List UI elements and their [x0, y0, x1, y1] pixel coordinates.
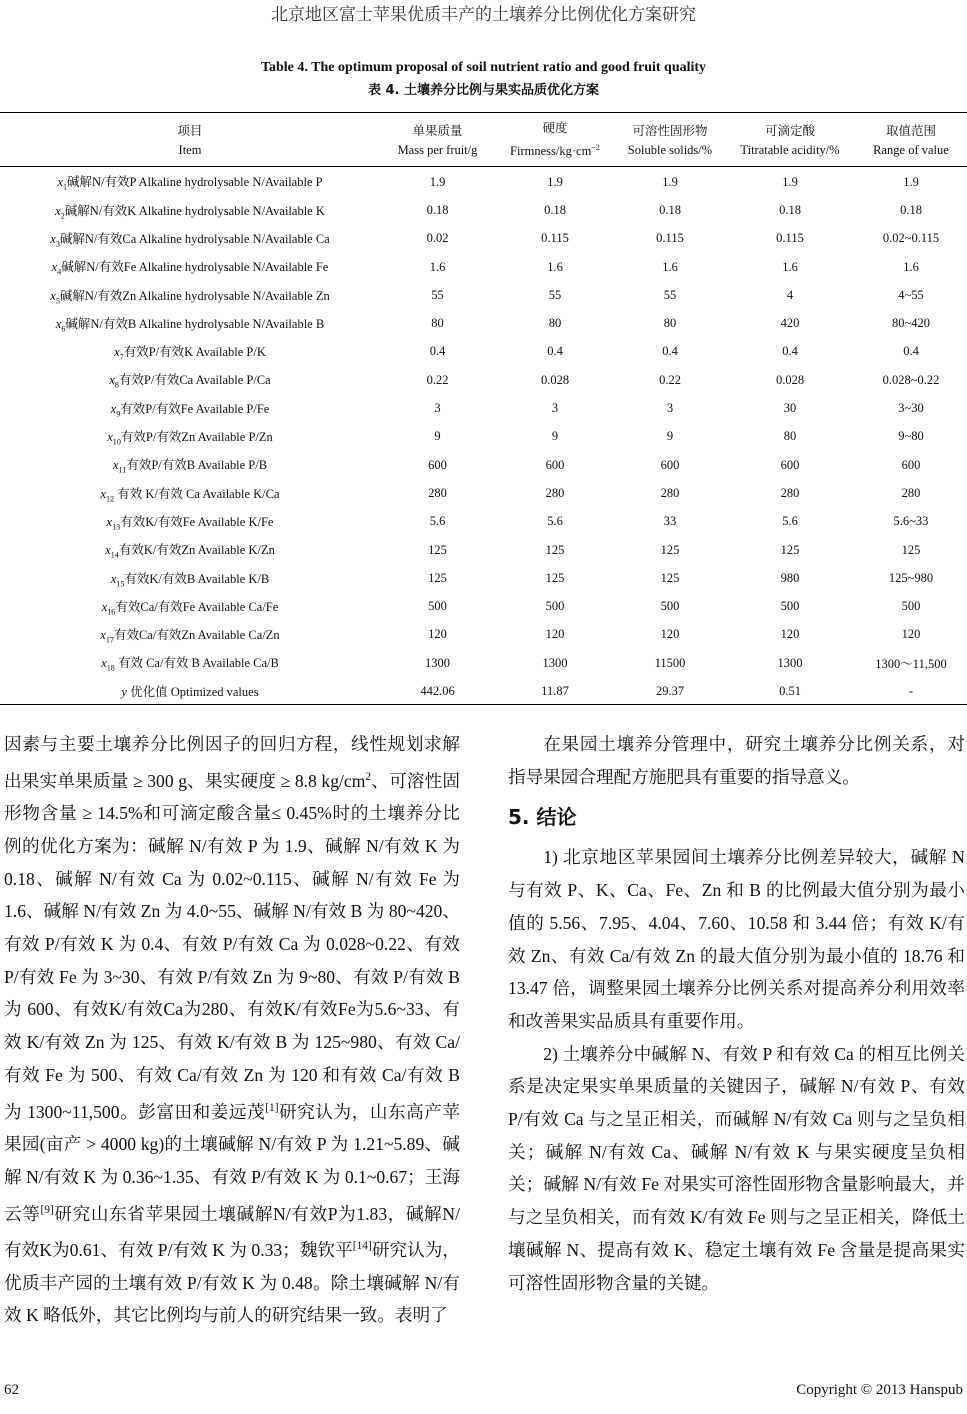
variable: x: [105, 543, 111, 558]
table-cell: 0.18: [900, 202, 922, 217]
table-cell: 125: [780, 542, 800, 557]
table-cell: 0.22: [659, 372, 681, 387]
row-label: [0, 621, 380, 649]
row-label: [0, 677, 380, 705]
row-label: [0, 196, 380, 224]
variable-index: 12: [106, 494, 115, 504]
table-cell: 80~420: [891, 316, 930, 331]
label-text: 有效P/有效Fe Available P/Fe: [120, 401, 270, 416]
label-text: 有效 K/有效 Ca Available K/Ca: [114, 486, 280, 501]
paragraph-conclusion-2: 2) 土壤养分中碱解 N、有效 P 和有效 Ca 的相互比例关系是决定果实单果质量的关键因子，碱解 N/有效 P、有效 P/有效 Ca 与之呈正相关，而碱解 N/有效 Ca 则与之呈负相关；碱解 N/有效 Ca、碱解 N/有效 K 与果实硬度呈负相关；碱解 N/有效 Fe 对果实可溶性固形物含量影响最大，并与之呈负相关，而有效 K/有效 Fe 则与之呈正相关，降低土壤碱解 N、提高有效 K、稳定土壤有效 Fe 含量是提高果实可溶性固形物含量的关键。: [508, 1043, 965, 1293]
table-cell: 3~30: [898, 401, 924, 416]
table-cell: 80: [663, 316, 677, 331]
table-row: [0, 649, 967, 677]
table-cell: 4: [786, 287, 794, 302]
variable: x: [55, 316, 62, 331]
variable-index: 6: [61, 324, 66, 334]
table-cell: 9: [666, 429, 674, 444]
header-zh: 项目: [177, 123, 203, 138]
table-cell: 125~980: [888, 570, 934, 585]
table-cell: 0.4: [429, 344, 446, 359]
header-en: Firmness/kg·cm: [510, 144, 592, 159]
table-cell: 0.18: [426, 202, 449, 217]
variable: x: [100, 628, 106, 643]
table-row: [0, 394, 967, 422]
table-cell: 0.028~0.22: [882, 372, 940, 387]
variable: y: [121, 684, 127, 699]
table-cell: 3: [666, 401, 674, 416]
table-cell: 55: [548, 287, 562, 302]
variable-index: 2: [60, 211, 65, 221]
variable: x: [107, 430, 113, 445]
column-header: [0, 113, 380, 168]
table-cell: 280: [901, 485, 921, 500]
table-cell: 1.6: [429, 259, 446, 274]
page-number: 62: [4, 1382, 19, 1398]
right-column-text: [508, 728, 965, 1299]
column-header: [725, 113, 855, 168]
superscript: 2: [365, 770, 372, 783]
variable-index: 3: [55, 239, 60, 249]
table-cell: 4~55: [898, 287, 924, 302]
table-row: [0, 621, 967, 649]
table-cell: 1.9: [903, 174, 919, 189]
table-cell: -: [908, 683, 914, 698]
variable-index: 9: [116, 409, 121, 419]
table-cell: 55: [431, 287, 444, 302]
row-label: [0, 394, 380, 422]
column-header: [855, 113, 967, 168]
table-cell: 1300: [425, 655, 450, 670]
table-row: [0, 253, 967, 281]
citation[interactable]: [1]: [265, 1101, 279, 1114]
table-cell: 500: [780, 599, 800, 614]
table-cell: 80: [783, 429, 797, 444]
variable-index: 14: [110, 550, 119, 560]
variable-index: 7: [119, 352, 124, 362]
row-label: [0, 366, 380, 394]
label-text: 有效Ca/有效Zn Available Ca/Zn: [113, 628, 280, 643]
table-cell: 125: [660, 570, 680, 585]
table-cell: 442.06: [420, 683, 455, 698]
row-label: [0, 423, 380, 451]
variable-index: 10: [112, 437, 121, 447]
table-cell: 1300: [542, 655, 568, 670]
table-row: [0, 479, 967, 507]
table-cell: 600: [780, 457, 800, 472]
variable: x: [101, 599, 108, 614]
text: 、可溶性固形物含量 ≥ 14.5%和可滴定酸含量≤ 0.45%时的土壤养分比例的优化方案为：碱解 N/有效 P 为 1.9、碱解 N/有效 K 为 0.18、碱解 N/有效 Ca 为 0.02~0.115、碱解 N/有效 Fe 为 1.6、碱解 N/有效 Zn 为 4.0~55、碱解 N/有效 B 为 80~420、有效 P/有效 K 为 0.4、有效 P/有效 Ca 为 0.028~0.22、有效 P/有效 Fe 为 3~30、有效 P/有效 Zn 为 9~80、有效 P/有效 B 为 600、有效K/有效Ca为280、有效K/有效Fe为5.6~33、有效 K/有效 Zn 为 125、有效 K/有效 B 为 125~980、有效 Ca/有效 Fe 为 500、有效 Ca/有效 Zn 为 120 和有效 Ca/有效 B 为 1300~11,500。彭富田和姜远茂: [4, 770, 460, 1122]
table-row: [0, 423, 967, 451]
text: 研究山东省苹果园土壤碱解N/有效P为1.83，碱解N/有效K为0.61、有效 P/有效 K 为 0.33；魏钦平: [4, 1203, 460, 1260]
row-label: [0, 649, 380, 677]
variable-index: 13: [112, 522, 121, 532]
table-cell: 1300: [777, 655, 803, 670]
table-row: [0, 508, 967, 536]
table-cell: 120: [901, 627, 921, 642]
table-cell: 0.22: [426, 372, 449, 387]
label-text: 碱解N/有效K Alkaline hydrolysable N/Available K: [64, 203, 325, 218]
row-label: [0, 168, 380, 196]
table-cell: 1.6: [903, 259, 919, 274]
row-label: [0, 309, 380, 337]
table-cell: 500: [901, 599, 921, 614]
paragraph: [4, 728, 460, 1332]
row-label: [0, 281, 380, 309]
table-row: [0, 366, 967, 394]
row-label: [0, 451, 380, 479]
table-caption-en: Table 4. The optimum proposal of soil nutrient ratio and good fruit quality: [260, 60, 707, 75]
table-cell: 500: [428, 599, 447, 614]
table-cell: 1300～11,500: [875, 657, 947, 672]
table-cell: 600: [428, 457, 447, 472]
column-header: [495, 113, 615, 168]
table-cell: 0.02~0.115: [882, 231, 940, 246]
variable: x: [50, 288, 56, 303]
variable-index: 4: [57, 267, 62, 277]
variable: x: [55, 203, 61, 218]
table-cell: 0.028: [775, 372, 805, 387]
table-cell: 0.18: [659, 202, 681, 217]
row-label: [0, 564, 380, 592]
label-text: 碱解N/有效Fe Alkaline hydrolysable N/Available Fe: [61, 260, 329, 275]
table-cell: 420: [780, 316, 800, 331]
header-zh: 硬度: [542, 121, 568, 136]
paragraph-intro: 在果园土壤养分管理中，研究土壤养分比例关系，对指导果园合理配方施肥具有重要的指导意义。: [508, 734, 965, 787]
table-row: [0, 592, 967, 620]
table-cell: 29.37: [655, 683, 685, 698]
table-cell: 5.6~33: [893, 514, 929, 529]
table-cell: 0.02: [426, 231, 449, 246]
table-cell: 80: [548, 316, 562, 331]
table-cell: 5.6: [547, 514, 563, 529]
header-sup: −2: [591, 143, 600, 153]
table-cell: 600: [901, 457, 921, 472]
table-row: [0, 225, 967, 253]
table-cell: 980: [780, 570, 800, 585]
header-en: Mass per fruit/g: [397, 142, 478, 157]
table-cell: 1.6: [662, 259, 678, 274]
variable: x: [100, 486, 107, 501]
table-cell: 33: [663, 514, 677, 529]
variable: x: [101, 656, 107, 671]
table-cell: 0.4: [903, 344, 919, 359]
table-cell: 280: [660, 485, 680, 500]
table-cell: 1.9: [662, 174, 678, 189]
table-cell: 1.6: [782, 259, 798, 274]
variable: x: [112, 458, 119, 473]
header-en: Soluble solids/%: [627, 142, 713, 157]
table-cell: 125: [660, 542, 680, 557]
citation[interactable]: [14]: [352, 1240, 372, 1253]
table-row: [0, 536, 967, 564]
variable-index: 16: [107, 607, 116, 617]
citation[interactable]: [9]: [40, 1203, 54, 1216]
table-cell: 125: [428, 542, 447, 557]
table-cell: 280: [428, 485, 447, 500]
label-text: 有效P/有效K Available P/K: [123, 345, 266, 360]
column-header: [615, 113, 725, 168]
row-label: [0, 508, 380, 536]
label-text: 有效P/有效Zn Available P/Zn: [120, 430, 273, 445]
table-caption-zh: 表 4. 土壤养分比例与果实品质优化方案: [367, 83, 600, 98]
table-row: [0, 451, 967, 479]
label-text: 有效K/有效B Available K/B: [124, 571, 270, 586]
table-cell: 600: [660, 457, 680, 472]
row-label: [0, 479, 380, 507]
text: 研究认为，优质丰产园的土壤有效 P/有效 K 为 0.48。除土壤碱解 N/有效 K 略低外，其它比例均与前人的研究结果一致。表明了: [4, 1239, 460, 1326]
table-row: [0, 281, 967, 309]
table-cell: 125: [545, 542, 565, 557]
table-row: [0, 196, 967, 224]
table-cell: 0.115: [541, 231, 569, 246]
left-column-text: [4, 728, 460, 1332]
table-cell: 0.51: [779, 683, 801, 698]
table-cell: 600: [545, 457, 565, 472]
variable-index: 11: [118, 465, 127, 475]
table-cell: 11.87: [541, 683, 569, 698]
header-zh: 取值范围: [885, 123, 936, 138]
table-cell: 3: [551, 401, 559, 416]
paragraph-conclusion-1: 1) 北京地区苹果园间土壤养分比例差异较大，碱解 N 与有效 P、K、Ca、Fe、Zn 和 B 的比例最大值分别为最小值的 5.56、7.95、4.04、7.60、10.58 和 3.44 倍；有效 K/有效 Zn、有效 Ca/有效 Zn 的最大值分别为最小值的 18.76 和 13.47 倍，调整果园土壤养分比例关系对提高养分利用效率和改善果实品质具有重要作用。: [508, 847, 965, 1031]
table-cell: 9: [434, 429, 441, 444]
copyright: Copyright © 2013 Hanspub: [796, 1382, 963, 1398]
variable-index: 8: [114, 380, 119, 390]
table-cell: 125: [545, 570, 565, 585]
variable-index: 18: [106, 663, 115, 673]
section-heading: 5. 结论: [508, 805, 577, 830]
table-header-row: [0, 113, 967, 168]
table-cell: 0.028: [540, 372, 570, 387]
table-cell: 1.9: [782, 174, 798, 189]
table-cell: 120: [428, 627, 447, 642]
row-label: [0, 253, 380, 281]
column-header: [380, 113, 495, 168]
text: 因素与主要土壤养分比例因子的回归方程，线性规划求解出果实单果质量 ≥ 300 g、果实硬度 ≥ 8.8 kg/cm: [4, 734, 460, 791]
label-text: 优化值 Optimized values: [126, 684, 259, 699]
variable: x: [110, 401, 117, 416]
running-header: 北京地区富士苹果优质丰产的土壤养分比例优化方案研究: [271, 5, 696, 24]
table-row: [0, 338, 967, 366]
table-cell: 9~80: [898, 429, 924, 444]
text: 研究认为，山东高产苹果园(亩产 > 4000 kg)的土壤碱解 N/有效 P 为 1.21~5.89、碱解 N/有效 K 为 0.36~1.35、有效 P/有效 K 为 0.1~0.67；王海云等: [4, 1101, 460, 1224]
variable-index: 17: [105, 635, 114, 645]
header-en: Range of value: [873, 142, 949, 157]
header-en: Titratable acidity/%: [740, 142, 840, 157]
label-text: 有效K/有效Zn Available K/Zn: [118, 543, 275, 558]
label-text: 有效Ca/有效Fe Available Ca/Fe: [115, 599, 279, 614]
table-cell: 5.6: [429, 514, 446, 529]
table-cell: 0.115: [776, 231, 804, 246]
label-text: 碱解N/有效Ca Alkaline hydrolysable N/Available Ca: [59, 231, 330, 246]
row-label: [0, 536, 380, 564]
table-cell: 280: [545, 485, 565, 500]
variable-index: 15: [116, 579, 125, 589]
table-cell: 120: [780, 627, 800, 642]
row-label: [0, 225, 380, 253]
variable: x: [57, 175, 63, 190]
label-text: 有效 Ca/有效 B Available Ca/B: [114, 656, 279, 671]
label-text: 碱解N/有效P Alkaline hydrolysable N/Available P: [67, 175, 323, 190]
table-row: [0, 677, 967, 705]
table-row: [0, 309, 967, 337]
variable: x: [114, 345, 120, 360]
table-cell: 500: [660, 599, 680, 614]
table-cell: 0.18: [544, 202, 566, 217]
table-cell: 125: [901, 542, 921, 557]
table-cell: 0.4: [782, 344, 798, 359]
table-cell: 3: [434, 401, 441, 416]
variable: x: [109, 373, 115, 388]
label-text: 有效K/有效Fe Available K/Fe: [120, 514, 274, 529]
variable: x: [51, 260, 58, 275]
variable: x: [50, 231, 56, 246]
header-zh: 单果质量: [412, 123, 463, 138]
table-cell: 0.18: [779, 202, 801, 217]
table-cell: 125: [428, 570, 447, 585]
row-label: [0, 338, 380, 366]
table-cell: 0.4: [547, 344, 563, 359]
table-cell: 80: [431, 316, 444, 331]
table-cell: 1.6: [547, 259, 563, 274]
table-cell: 30: [783, 401, 797, 416]
table-cell: 280: [780, 485, 800, 500]
table-row: [0, 168, 967, 196]
variable-index: 1: [62, 182, 68, 192]
table-cell: 0.115: [656, 231, 684, 246]
row-label: [0, 592, 380, 620]
table-cell: 500: [545, 599, 565, 614]
optimization-table: [0, 113, 967, 706]
variable-index: 5: [55, 296, 60, 306]
label-text: 有效P/有效Ca Available P/Ca: [118, 373, 271, 388]
table-cell: 11500: [654, 655, 686, 670]
header-en: Item: [178, 142, 202, 157]
table-row: [0, 564, 967, 592]
table-cell: 9: [551, 429, 559, 444]
table-cell: 120: [660, 627, 680, 642]
label-text: 碱解N/有效Zn Alkaline hydrolysable N/Available Zn: [59, 288, 330, 303]
label-text: 碱解N/有效B Alkaline hydrolysable N/Available B: [65, 316, 325, 331]
table-cell: 0.4: [662, 344, 678, 359]
table-cell: 120: [545, 627, 565, 642]
label-text: 有效P/有效B Available P/B: [126, 458, 268, 473]
table-cell: 1.9: [429, 174, 446, 189]
header-zh: 可滴定酸: [764, 123, 815, 138]
header-zh: 可溶性固形物: [632, 123, 708, 138]
table-cell: 1.9: [547, 174, 563, 189]
variable: x: [106, 514, 113, 529]
table-cell: 55: [663, 287, 677, 302]
table-cell: 5.6: [782, 514, 798, 529]
variable: x: [110, 571, 117, 586]
